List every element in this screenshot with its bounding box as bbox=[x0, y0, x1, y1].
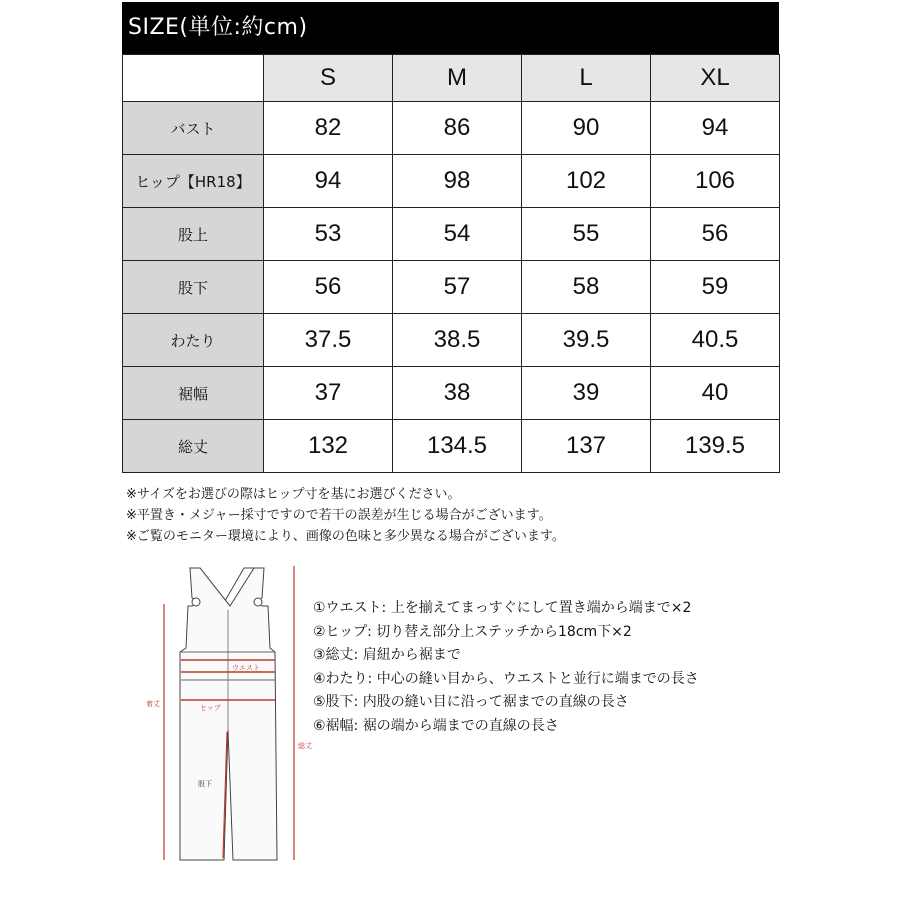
table-row bbox=[123, 314, 780, 367]
table-cell: 134.5 bbox=[393, 420, 522, 473]
table-cell: 38 bbox=[393, 367, 522, 420]
overalls-diagram bbox=[130, 560, 310, 870]
table-cell: 40 bbox=[651, 367, 780, 420]
row-label: ヒップ【HR18】 bbox=[123, 155, 264, 208]
table-cell: 59 bbox=[651, 261, 780, 314]
button-left bbox=[192, 598, 200, 606]
table-row bbox=[123, 420, 780, 473]
table-row bbox=[123, 155, 780, 208]
note-line: ※ご覧のモニター環境により、画像の色味と多少異なる場合がございます。 bbox=[126, 529, 565, 544]
table-cell: 56 bbox=[651, 208, 780, 261]
overalls-outline bbox=[180, 568, 277, 860]
table-row bbox=[123, 367, 780, 420]
legend-item: ⑥裾幅: 裾の端から端までの直線の長さ bbox=[313, 717, 559, 734]
column-header: L bbox=[522, 55, 651, 102]
table-cell: 139.5 bbox=[651, 420, 780, 473]
table-cell: 56 bbox=[264, 261, 393, 314]
table-cell: 37.5 bbox=[264, 314, 393, 367]
column-header: S bbox=[264, 55, 393, 102]
length-label-right: 総丈 bbox=[298, 742, 312, 750]
column-header: M bbox=[393, 55, 522, 102]
row-label: バスト bbox=[123, 102, 264, 155]
notes bbox=[126, 484, 565, 547]
table-cell: 86 bbox=[393, 102, 522, 155]
table-cell: 106 bbox=[651, 155, 780, 208]
table-cell: 54 bbox=[393, 208, 522, 261]
table-cell: 37 bbox=[264, 367, 393, 420]
table-cell: 58 bbox=[522, 261, 651, 314]
table-cell: 94 bbox=[264, 155, 393, 208]
table-cell: 55 bbox=[522, 208, 651, 261]
note-line: ※サイズをお選びの際はヒップ寸を基にお選びください。 bbox=[126, 487, 461, 502]
note-line: ※平置き・メジャー採寸ですので若干の誤差が生じる場合がございます。 bbox=[126, 508, 552, 523]
table-cell: 39.5 bbox=[522, 314, 651, 367]
length-label-left: 着丈 bbox=[146, 700, 160, 708]
row-label: わたり bbox=[123, 314, 264, 367]
table-row bbox=[123, 208, 780, 261]
table-cell: 94 bbox=[651, 102, 780, 155]
size-header: SIZE(単位:約cm) bbox=[122, 2, 779, 54]
corner-cell bbox=[123, 55, 264, 102]
table-row bbox=[123, 102, 780, 155]
table-cell: 38.5 bbox=[393, 314, 522, 367]
size-header-row bbox=[123, 55, 780, 102]
table-cell: 82 bbox=[264, 102, 393, 155]
table-row bbox=[123, 261, 780, 314]
row-label: 裾幅 bbox=[123, 367, 264, 420]
table-cell: 53 bbox=[264, 208, 393, 261]
hip-label: ヒップ bbox=[200, 704, 221, 712]
legend-item: ②ヒップ: 切り替え部分上ステッチから18cm下×2 bbox=[313, 623, 632, 640]
row-label: 股上 bbox=[123, 208, 264, 261]
table-cell: 132 bbox=[264, 420, 393, 473]
measurement-legend bbox=[313, 597, 699, 738]
button-right bbox=[254, 598, 262, 606]
column-header: XL bbox=[651, 55, 780, 102]
legend-item: ⑤股下: 内股の縫い目に沿って裾までの直線の長さ bbox=[313, 694, 629, 710]
table-cell: 137 bbox=[522, 420, 651, 473]
waist-label: ウエスト bbox=[232, 664, 260, 672]
table-cell: 90 bbox=[522, 102, 651, 155]
legend-item: ④わたり: 中心の縫い目から、ウエストと並行に端までの長さ bbox=[313, 670, 699, 687]
table-cell: 98 bbox=[393, 155, 522, 208]
size-table bbox=[122, 54, 780, 473]
table-cell: 40.5 bbox=[651, 314, 780, 367]
row-label: 総丈 bbox=[123, 420, 264, 473]
legend-item: ①ウエスト: 上を揃えてまっすぐにして置き端から端まで×2 bbox=[313, 600, 692, 616]
table-cell: 102 bbox=[522, 155, 651, 208]
inseam-label: 股下 bbox=[198, 780, 212, 788]
legend-item: ③総丈: 肩紐から裾まで bbox=[313, 647, 461, 663]
table-cell: 57 bbox=[393, 261, 522, 314]
table-cell: 39 bbox=[522, 367, 651, 420]
row-label: 股下 bbox=[123, 261, 264, 314]
